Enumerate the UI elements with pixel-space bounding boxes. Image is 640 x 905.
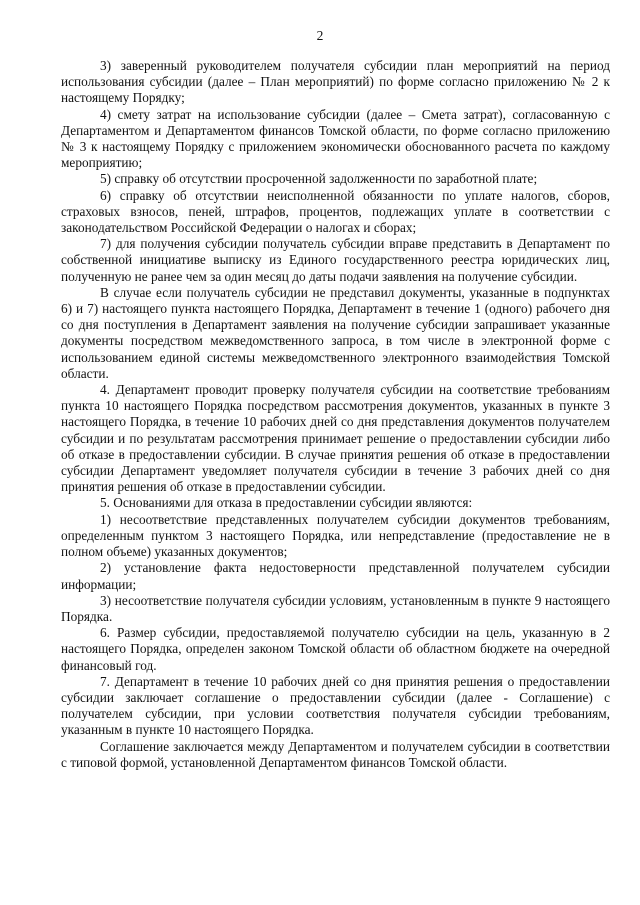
- paragraph: 5) справку об отсутствии просроченной задолженности по заработной плате;: [100, 171, 538, 187]
- paragraph: 6) справку об отсутствии неисполненной обязанности по уплате налогов, сборов, страховых взносов, пеней, штрафов, процентов, подлежащих уплате в соответствии с законодательством Российской Федерации о налогах и сборах;: [61, 187, 610, 236]
- paragraph: 3) несоответствие получателя субсидии условиям, установленным в пункте 9 настоящего Порядка.: [61, 592, 610, 624]
- paragraph: 4. Департамент проводит проверку получателя субсидии на соответствие требованиям пункта 10 настоящего Порядка посредством рассмотрения документов, указанных в пункте 3 настоящего Порядка, в течение 10 рабочих дней со дня представления документов получателем субсидии и по результатам рассмотрения принимает решение о предоставлении субсидии либо об отказе в предоставлении субсидии. В случае принятия решения об отказе в предоставлении субсидии Департамент уведомляет получателя субсидии в течение 3 рабочих дней со дня принятия решения об отказе в предоставлении субсидии.: [61, 382, 610, 495]
- page-number: 2: [316, 28, 324, 43]
- paragraph: Соглашение заключается между Департаментом и получателем субсидии в соответствии с типовой формой, установленной Департаментом финансов Томской области.: [61, 738, 610, 770]
- paragraph: 7. Департамент в течение 10 рабочих дней со дня принятия решения о предоставлении субсидии заключает соглашение о предоставлении субсидии (далее - Соглашение) с получателем субсидии, при условии соответствия получателя субсидии требованиям, указанным в пункте 10 настоящего Порядка.: [61, 673, 610, 738]
- paragraph: 6. Размер субсидии, предоставляемой получателю субсидии на цель, указанную в 2 настоящего Порядка, определен законом Томской области об областном бюджете на очередной финансовый год.: [61, 625, 610, 673]
- paragraph: 1) несоответствие представленных получателем субсидии документов требованиям, определенным пунктом 3 настоящего Порядка, или непредставление (предоставление не в полном объеме) указанных документов;: [61, 511, 610, 560]
- paragraph: 4) смету затрат на использование субсидии (далее – Смета затрат), согласованную с Департаментом и Департаментом финансов Томской области, по форме согласно приложению № 3 к настоящему Порядку с приложением экономически обоснованного расчета по каждому мероприятию;: [61, 106, 610, 171]
- document-body: [61, 58, 610, 771]
- paragraph: В случае если получатель субсидии не представил документы, указанные в подпунктах 6) и 7) настоящего пункта настоящего Порядка, Департамент в течение 1 (одного) рабочего дня со дня поступления в Департамент заявления на получение субсидии запрашивает указанные документы посредством межведомственного запроса, в том числе в электронной форме с использованием единой системы межведомственного электронного взаимодействия Томской области.: [61, 284, 610, 381]
- paragraph: 3) заверенный руководителем получателя субсидии план мероприятий на период использования субсидии (далее – План мероприятий) по форме согласно приложению № 2 к настоящему Порядку;: [61, 58, 610, 106]
- paragraph: 2) установление факта недостоверности представленной получателем субсидии информации;: [61, 560, 610, 592]
- paragraph: 5. Основаниями для отказа в предоставлении субсидии являются:: [100, 495, 473, 511]
- paragraph: 7) для получения субсидии получатель субсидии вправе представить в Департамент по собственной инициативе выписку из Единого государственного реестра юридических лиц, полученную не ранее чем за один месяц до даты подачи заявления на получение субсидии.: [61, 236, 610, 284]
